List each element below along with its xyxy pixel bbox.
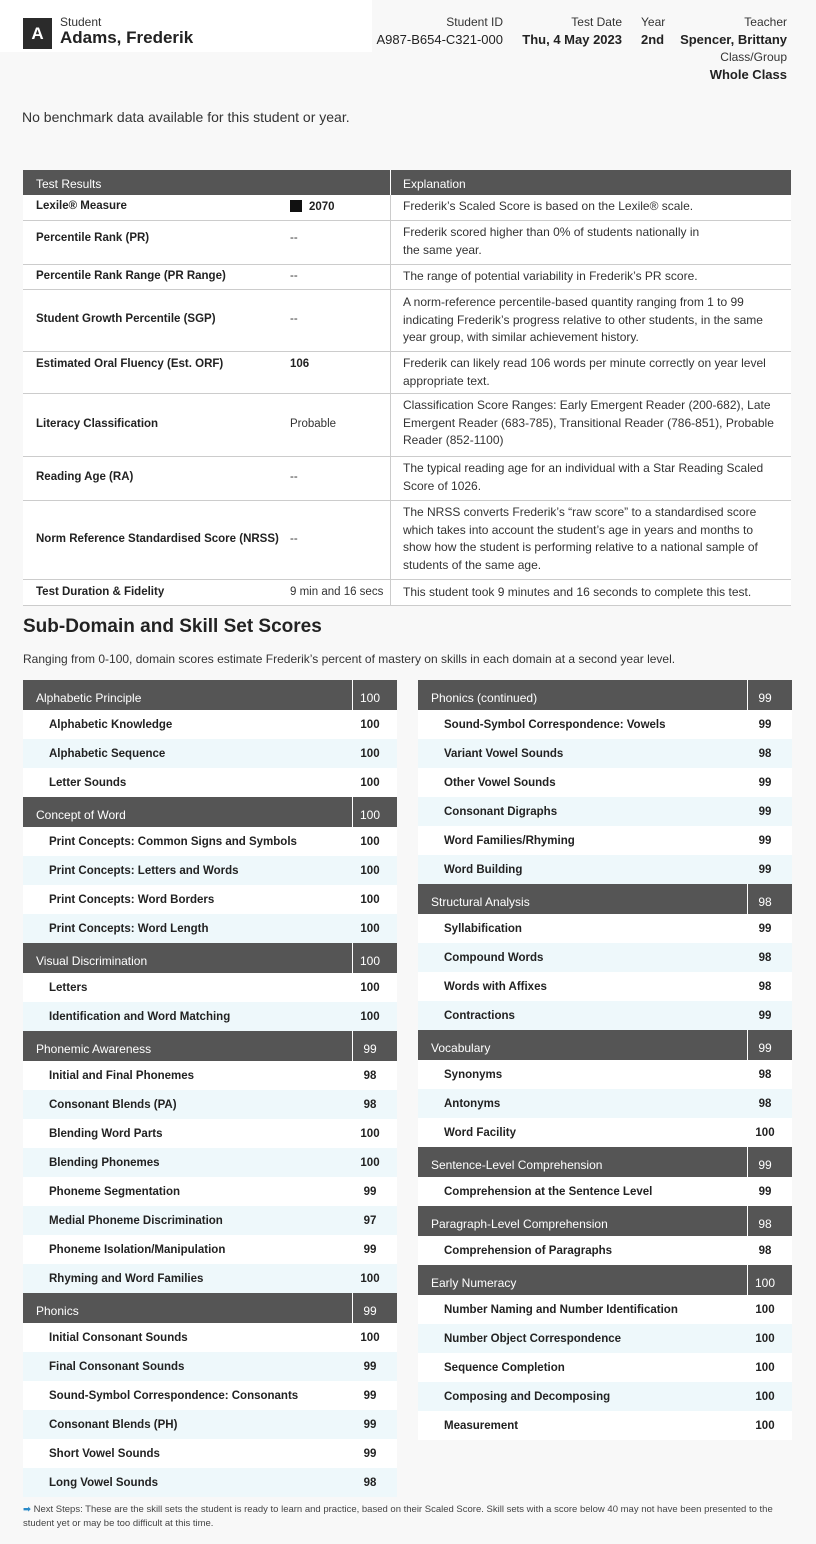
skill-row (418, 972, 792, 1001)
skill-score: 98 (758, 952, 772, 964)
skill-row (418, 826, 792, 855)
skill-name: Letter Sounds (49, 777, 127, 789)
skill-name: Identification and Word Matching (49, 1011, 231, 1023)
skill-row (23, 856, 397, 885)
result-value: Probable (290, 418, 337, 430)
domain-header (23, 797, 397, 827)
result-label: Reading Age (RA) (36, 471, 134, 483)
no-benchmark-message: No benchmark data available for this student or year. (22, 109, 350, 125)
skill-row (23, 1352, 397, 1381)
row-divider (390, 394, 391, 456)
result-explanation: The NRSS converts Frederik’s “raw score” to a standardised score which takes into account the student’s age in years and months to show how the student is performing relative to a national sample of students of the same age. (403, 505, 758, 572)
skill-score: 100 (755, 1362, 775, 1374)
skill-row (418, 739, 792, 768)
skill-score: 100 (360, 865, 380, 877)
row-divider (390, 352, 391, 393)
row-divider (390, 195, 391, 220)
result-value: -- (290, 232, 298, 244)
skill-score: 100 (360, 1332, 380, 1344)
domain-score: 99 (363, 1042, 377, 1056)
result-value: 106 (290, 358, 310, 370)
result-label: Lexile® Measure (36, 200, 127, 212)
skill-name: Initial Consonant Sounds (49, 1332, 188, 1344)
skill-score: 99 (758, 1010, 772, 1022)
skill-score: 97 (363, 1215, 377, 1227)
skill-name: Sequence Completion (444, 1362, 565, 1374)
subdomain-left-column (23, 680, 397, 1497)
skill-row (23, 1177, 397, 1206)
skill-name: Contractions (444, 1010, 515, 1022)
domain-score: 99 (758, 1041, 772, 1055)
domain-score-divider (747, 1147, 748, 1177)
domain-score-divider (747, 884, 748, 914)
test-results-header (23, 170, 791, 195)
skill-score: 99 (758, 923, 772, 935)
skill-row (418, 855, 792, 884)
skill-row (23, 1410, 397, 1439)
result-value: -- (290, 313, 298, 325)
skill-score: 100 (755, 1333, 775, 1345)
domain-header (23, 680, 397, 710)
skill-row (23, 1381, 397, 1410)
skill-row (23, 973, 397, 1002)
skill-name: Comprehension of Paragraphs (444, 1245, 613, 1257)
subdomain-right-column (418, 680, 792, 1440)
next-steps-footnote (23, 1503, 793, 1531)
skill-name: Blending Phonemes (49, 1157, 160, 1169)
result-row-pr-range (23, 265, 791, 290)
domain-header (418, 1265, 792, 1295)
skill-row (418, 768, 792, 797)
result-explanation: Frederik scored higher than 0% of students nationally in the same year. (403, 225, 700, 257)
year-label: Year (641, 15, 666, 29)
result-label: Percentile Rank Range (PR Range) (36, 270, 226, 282)
row-divider (390, 580, 391, 605)
skill-name: Print Concepts: Common Signs and Symbols (49, 836, 297, 848)
skill-score: 100 (360, 982, 380, 994)
skill-score: 99 (363, 1186, 377, 1198)
result-row-percentile-rank (23, 221, 791, 265)
skill-score: 99 (758, 864, 772, 876)
test-results-table (23, 170, 791, 606)
skill-row (418, 710, 792, 739)
skill-row (23, 1323, 397, 1352)
skill-name: Alphabetic Knowledge (49, 719, 173, 731)
domain-name: Paragraph-Level Comprehension (431, 1217, 608, 1231)
skill-name: Consonant Blends (PA) (49, 1099, 177, 1111)
domain-score: 100 (359, 954, 381, 968)
skill-score: 98 (758, 1098, 772, 1110)
skill-row (23, 827, 397, 856)
skill-score: 100 (360, 1128, 380, 1140)
skill-name: Composing and Decomposing (444, 1391, 611, 1403)
skill-row (23, 1148, 397, 1177)
test-results-column-header: Test Results (36, 177, 102, 191)
skill-score: 100 (755, 1391, 775, 1403)
domain-score: 100 (359, 691, 381, 705)
skill-score: 100 (360, 748, 380, 760)
result-explanation: The range of potential variability in Frederik’s PR score. (403, 269, 698, 283)
skill-score: 100 (360, 719, 380, 731)
skill-name: Sound-Symbol Correspondence: Vowels (444, 719, 666, 731)
domain-score: 98 (758, 1217, 772, 1231)
domain-score-divider (352, 1031, 353, 1061)
year-value: 2nd (641, 32, 665, 47)
domain-score-divider (352, 943, 353, 973)
result-row-sgp (23, 290, 791, 352)
student-badge: A (23, 18, 52, 49)
result-explanation: This student took 9 minutes and 16 seconds to complete this test. (403, 585, 752, 599)
result-row-test-duration (23, 580, 791, 606)
skill-name: Comprehension at the Sentence Level (444, 1186, 653, 1198)
domain-header (23, 1031, 397, 1061)
skill-name: Syllabification (444, 923, 522, 935)
domain-header (418, 1147, 792, 1177)
domain-score-divider (352, 1293, 353, 1323)
skill-score: 99 (363, 1361, 377, 1373)
skill-name: Alphabetic Sequence (49, 748, 166, 760)
result-label: Estimated Oral Fluency (Est. ORF) (36, 358, 224, 370)
domain-name: Concept of Word (36, 808, 126, 822)
skill-name: Phoneme Segmentation (49, 1186, 180, 1198)
result-label: Norm Reference Standardised Score (NRSS) (36, 533, 279, 545)
domain-header (418, 680, 792, 710)
skill-name: Variant Vowel Sounds (444, 748, 564, 760)
skill-name: Phoneme Isolation/Manipulation (49, 1244, 226, 1256)
domain-header (23, 1293, 397, 1323)
skill-score: 100 (360, 1011, 380, 1023)
domain-header (23, 943, 397, 973)
domain-name: Vocabulary (431, 1041, 491, 1055)
result-row-est-orf (23, 352, 791, 394)
domain-name: Sentence-Level Comprehension (431, 1158, 603, 1172)
domain-name: Alphabetic Principle (36, 691, 142, 705)
skill-name: Compound Words (444, 952, 544, 964)
class-label: Class/Group (720, 50, 787, 64)
skill-name: Synonyms (444, 1069, 503, 1081)
skill-name: Final Consonant Sounds (49, 1361, 185, 1373)
student-id-label: Student ID (446, 15, 503, 29)
student-label: Student (60, 15, 102, 29)
skill-name: Word Building (444, 864, 523, 876)
domain-score: 99 (758, 1158, 772, 1172)
skill-score: 100 (360, 1157, 380, 1169)
skill-score: 99 (758, 806, 772, 818)
row-divider (390, 265, 391, 289)
subdomain-title: Sub-Domain and Skill Set Scores (23, 616, 322, 637)
skill-name: Number Naming and Number Identification (444, 1304, 678, 1316)
result-row-lexile (23, 195, 791, 221)
skill-name: Consonant Digraphs (444, 806, 558, 818)
domain-score: 99 (758, 691, 772, 705)
skill-name: Words with Affixes (444, 981, 547, 993)
explanation-column-header: Explanation (403, 177, 466, 191)
skill-score: 99 (758, 835, 772, 847)
skill-name: Consonant Blends (PH) (49, 1419, 178, 1431)
result-value: -- (290, 270, 298, 282)
domain-score-divider (747, 1206, 748, 1236)
skill-name: Print Concepts: Letters and Words (49, 865, 239, 877)
skill-row (418, 1001, 792, 1030)
result-label: Percentile Rank (PR) (36, 232, 150, 244)
row-divider (390, 290, 391, 351)
skill-row (23, 1206, 397, 1235)
skill-row (418, 1060, 792, 1089)
skill-score: 98 (758, 1069, 772, 1081)
domain-score-divider (747, 1265, 748, 1295)
domain-score: 98 (758, 895, 772, 909)
skill-row (418, 1353, 792, 1382)
result-row-reading-age (23, 457, 791, 501)
skill-row (418, 1118, 792, 1147)
skill-score: 99 (758, 777, 772, 789)
result-explanation: A norm-reference percentile-based quantity ranging from 1 to 99 indicating Frederik’s progress relative to other students, in the same year group, with similar achievement history. (403, 295, 763, 344)
skill-name: Number Object Correspondence (444, 1333, 622, 1345)
arrow-right-icon: ➡ (23, 1504, 31, 1515)
skill-name: Letters (49, 982, 88, 994)
skill-score: 98 (758, 1245, 772, 1257)
skill-score: 98 (363, 1070, 377, 1082)
skill-name: Print Concepts: Word Length (49, 923, 209, 935)
result-value: -- (290, 533, 298, 545)
domain-name: Early Numeracy (431, 1276, 517, 1290)
skill-row (23, 1002, 397, 1031)
row-divider (390, 501, 391, 579)
domain-header (418, 1206, 792, 1236)
skill-score: 99 (363, 1390, 377, 1402)
skill-name: Other Vowel Sounds (444, 777, 556, 789)
subdomain-description: Ranging from 0-100, domain scores estimate Frederik’s percent of mastery on skills in each domain at a second year level. (23, 652, 676, 666)
skill-name: Rhyming and Word Families (49, 1273, 204, 1285)
report-header (0, 0, 816, 90)
skill-name: Word Facility (444, 1127, 516, 1139)
skill-score: 100 (360, 777, 380, 789)
skill-row (23, 739, 397, 768)
student-name: Adams, Frederik (60, 28, 194, 47)
skill-row (418, 1177, 792, 1206)
skill-row (23, 710, 397, 739)
result-row-literacy-classification (23, 394, 791, 457)
result-explanation: Frederik can likely read 106 words per minute correctly on year level appropriate text. (403, 356, 766, 388)
domain-score: 99 (363, 1304, 377, 1318)
result-explanation: The typical reading age for an individual with a Star Reading Scaled Score of 1026. (403, 461, 764, 493)
result-value: -- (290, 471, 298, 483)
skill-row (23, 1061, 397, 1090)
domain-score-divider (352, 797, 353, 827)
test-date-value: Thu, 4 May 2023 (522, 32, 622, 47)
domain-score-divider (747, 1030, 748, 1060)
result-label: Literacy Classification (36, 418, 159, 430)
skill-name: Print Concepts: Word Borders (49, 894, 215, 906)
skill-row (418, 914, 792, 943)
skill-row (23, 1235, 397, 1264)
domain-name: Structural Analysis (431, 895, 530, 909)
skill-row (418, 1324, 792, 1353)
skill-score: 99 (363, 1448, 377, 1460)
skill-row (23, 768, 397, 797)
teacher-label: Teacher (744, 15, 787, 29)
skill-score: 98 (758, 981, 772, 993)
skill-name: Word Families/Rhyming (444, 835, 575, 847)
skill-name: Sound-Symbol Correspondence: Consonants (49, 1390, 299, 1402)
skill-score: 100 (360, 836, 380, 848)
domain-header (418, 884, 792, 914)
skill-score: 99 (363, 1244, 377, 1256)
skill-row (418, 1089, 792, 1118)
skill-row (23, 1468, 397, 1497)
domain-score: 100 (359, 808, 381, 822)
skill-name: Initial and Final Phonemes (49, 1070, 195, 1082)
skill-score: 99 (758, 1186, 772, 1198)
skill-name: Medial Phoneme Discrimination (49, 1215, 223, 1227)
skill-score: 100 (755, 1420, 775, 1432)
domain-header (418, 1030, 792, 1060)
skill-score: 98 (363, 1477, 377, 1489)
domain-name: Visual Discrimination (36, 954, 148, 968)
test-date-label: Test Date (571, 15, 622, 29)
skill-score: 100 (755, 1127, 775, 1139)
result-value (290, 200, 335, 213)
row-divider (390, 221, 391, 264)
next-steps-text: Next Steps: These are the skill sets the student is ready to learn and practice, based on their Scaled Score. Skill sets with a score below 40 may not have been presented to the student yet or may be too difficult at this time. (23, 1504, 773, 1529)
skill-score: 100 (360, 894, 380, 906)
skill-score: 100 (360, 923, 380, 935)
skill-name: Antonyms (444, 1098, 501, 1110)
skill-row (418, 797, 792, 826)
domain-score-divider (747, 680, 748, 710)
skill-row (418, 1295, 792, 1324)
skill-row (23, 1119, 397, 1148)
domain-name: Phonics (36, 1304, 79, 1318)
result-explanation: Frederik’s Scaled Score is based on the Lexile® scale. (403, 199, 694, 213)
domain-score: 100 (754, 1276, 776, 1290)
result-value: 9 min and 16 secs (290, 586, 384, 598)
skill-row (23, 1090, 397, 1119)
lexile-value: 2070 (309, 201, 335, 213)
result-label: Test Duration & Fidelity (36, 586, 165, 598)
skill-score: 100 (755, 1304, 775, 1316)
skill-row (23, 885, 397, 914)
domain-name: Phonemic Awareness (36, 1042, 152, 1056)
lexile-color-swatch (290, 200, 302, 212)
header-divider (390, 170, 391, 195)
skill-score: 98 (363, 1099, 377, 1111)
skill-row (418, 1236, 792, 1265)
class-value: Whole Class (709, 67, 787, 82)
result-row-nrss (23, 501, 791, 580)
skill-row (418, 1382, 792, 1411)
skill-row (418, 943, 792, 972)
skill-name: Blending Word Parts (49, 1128, 163, 1140)
skill-name: Long Vowel Sounds (49, 1477, 159, 1489)
skill-name: Short Vowel Sounds (49, 1448, 160, 1460)
skill-row (23, 1439, 397, 1468)
domain-name: Phonics (continued) (431, 691, 538, 705)
row-divider (390, 457, 391, 500)
skill-row (23, 1264, 397, 1293)
skill-row (418, 1411, 792, 1440)
skill-row (23, 914, 397, 943)
skill-score: 98 (758, 748, 772, 760)
result-explanation: Classification Score Ranges: Early Emergent Reader (200-682), Late Emergent Reader (683-785), Transitional Reader (786-851), Probable Reader (852-1100) (403, 398, 774, 447)
skill-score: 99 (758, 719, 772, 731)
domain-score-divider (352, 680, 353, 710)
skill-score: 99 (363, 1419, 377, 1431)
result-label: Student Growth Percentile (SGP) (36, 313, 216, 325)
skill-score: 100 (360, 1273, 380, 1285)
skill-name: Measurement (444, 1420, 519, 1432)
teacher-value: Spencer, Brittany (680, 32, 787, 47)
student-id-value: A987-B654-C321-000 (376, 32, 503, 47)
